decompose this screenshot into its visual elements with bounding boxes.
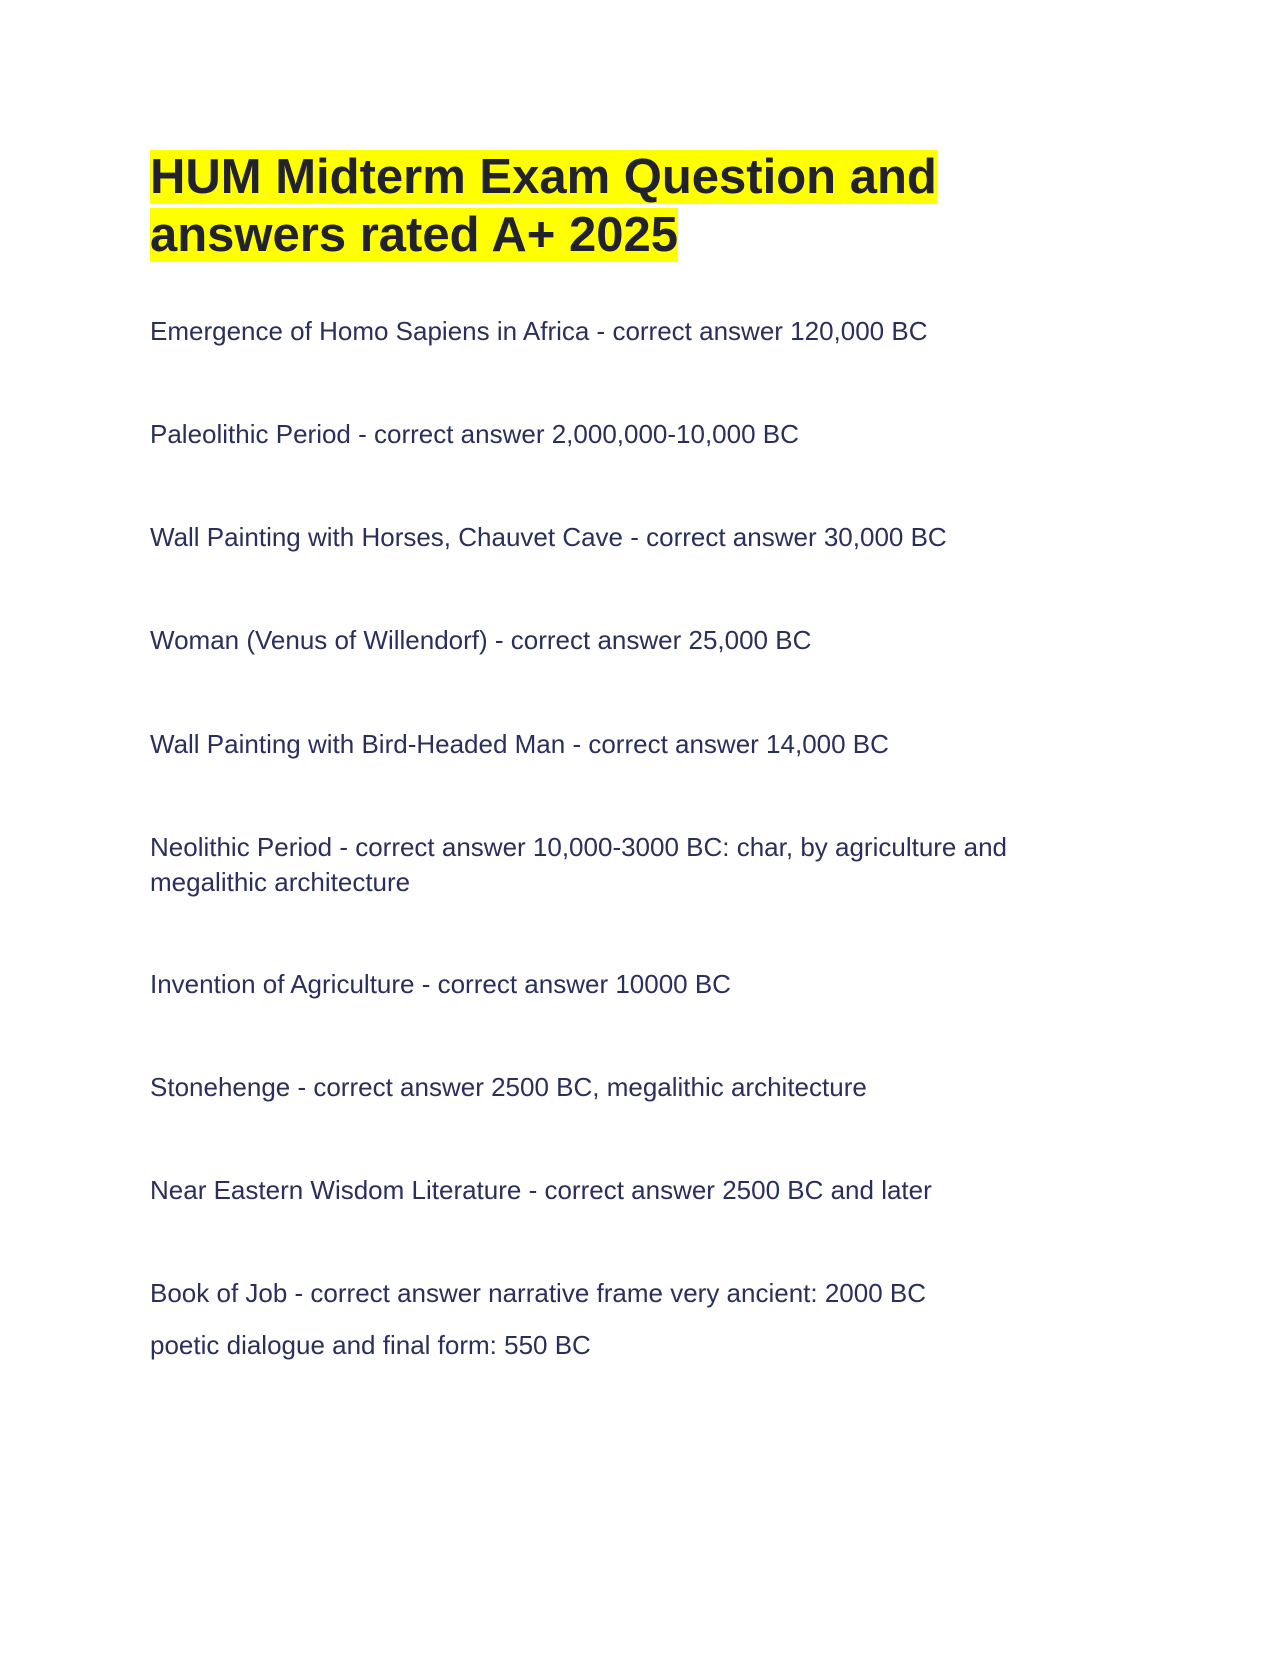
- qa-entry: Wall Painting with Bird-Headed Man - correct answer 14,000 BC: [150, 729, 889, 759]
- qa-entry: Near Eastern Wisdom Literature - correct answer 2500 BC and later: [150, 1175, 932, 1205]
- qa-entry: Stonehenge - correct answer 2500 BC, megalithic architecture: [150, 1072, 867, 1102]
- qa-entry: Invention of Agriculture - correct answer 10000 BC: [150, 969, 731, 999]
- qa-entry-line: Book of Job - correct answer narrative frame very ancient: 2000 BC: [150, 1278, 927, 1308]
- qa-entry: Paleolithic Period - correct answer 2,000,000-10,000 BC: [150, 419, 799, 449]
- qa-entry: Neolithic Period - correct answer 10,000-3000 BC: char, by agriculture and megalithic architecture: [150, 832, 1007, 897]
- qa-entry-book-of-job: [150, 1276, 1110, 1363]
- qa-entry: Woman (Venus of Willendorf) - correct answer 25,000 BC: [150, 625, 812, 655]
- title-highlight: HUM Midterm Exam Question and answers rated A+ 2025: [150, 150, 937, 262]
- document-title: [150, 148, 1000, 264]
- qa-entry: Emergence of Homo Sapiens in Africa - correct answer 120,000 BC: [150, 316, 928, 346]
- qa-entry: Wall Painting with Horses, Chauvet Cave - correct answer 30,000 BC: [150, 522, 947, 552]
- qa-entry-line: poetic dialogue and final form: 550 BC: [150, 1330, 591, 1360]
